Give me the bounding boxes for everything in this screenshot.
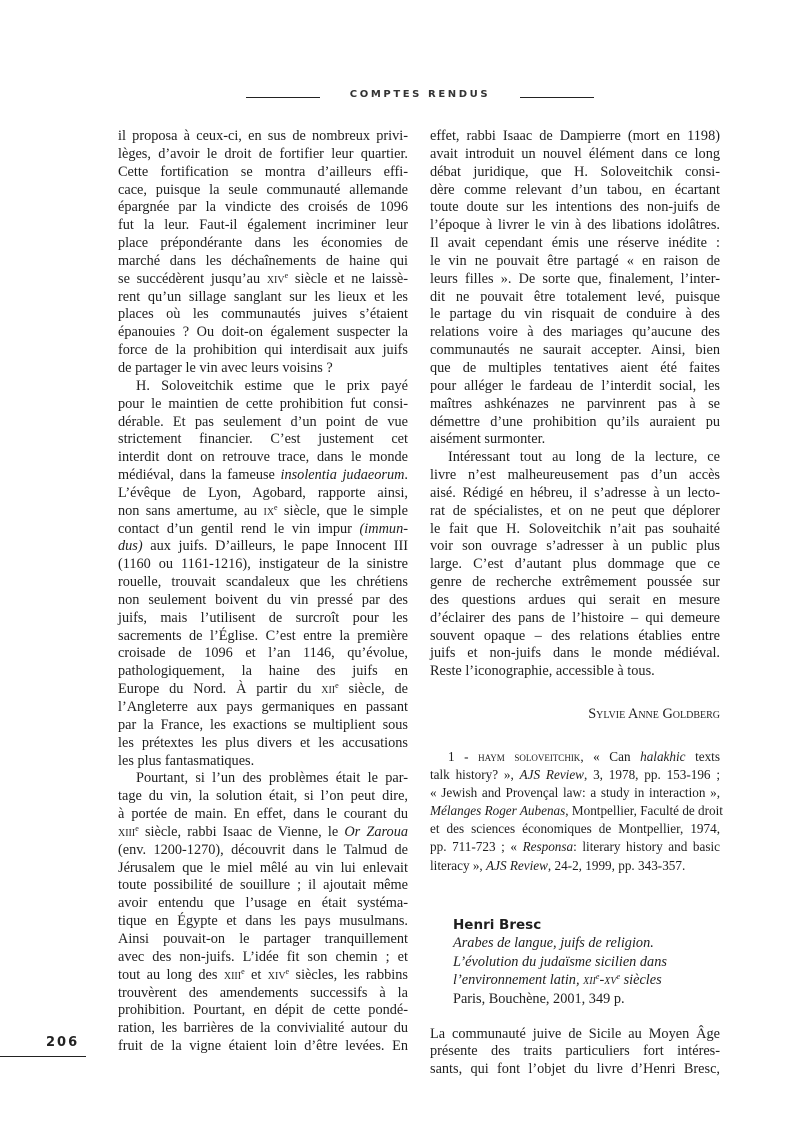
review-body: [430, 128, 720, 681]
text-line: d’éclairer des pans de l’histoire – qui demeure: [430, 609, 720, 626]
text-line: juifs et non-juifs dans le monde médiéval.: [430, 645, 720, 662]
paragraph: [430, 128, 720, 449]
text-line: démettre d’une prohibition qu’ils auraient pu: [430, 413, 720, 430]
text-line: non sans amertume, au $ix^e$ siècle, que le simple: [118, 502, 408, 519]
text-line: dit ne pouvait être totalement levé, puisque: [430, 288, 720, 305]
page-number: 206: [46, 1035, 80, 1050]
text-line: contact d’un gentil rend le vin impur (immun-: [118, 520, 408, 537]
text-line: Cette fortification se montra d’ailleurs effi-: [118, 163, 408, 180]
paragraph: [118, 128, 408, 378]
header-rule-right: [520, 97, 594, 98]
paragraph: [118, 378, 408, 771]
text-line: 1 - haym soloveitchik, « Can halakhic texts: [448, 749, 720, 764]
text-column-right: [430, 128, 723, 1079]
text-line: toute possibilité de souillure ; il ajoutait même: [118, 877, 408, 894]
review-signature: [430, 706, 720, 724]
text-line: par la France, les exactions se multiplient sous: [118, 716, 408, 733]
text-line: relations voire à des mariages qu’aucune des: [430, 324, 720, 341]
text-line: literacy », AJS Review, 24-2, 1999, pp. 343-357.: [430, 857, 686, 873]
book-title-line: L’évolution du judaïsme sicilien dans: [453, 953, 667, 970]
book-author: Henri Bresc: [453, 916, 542, 933]
text-line: Il avait cependant émis une réserve inédite :: [430, 235, 720, 252]
text-line: croisade de 1096 et l’an 1146, qu’évolue,: [118, 645, 408, 662]
text-line: les prétextes les plus divers et les accusations: [118, 734, 408, 751]
text-line: Mélanges Roger Aubenas, Montpellier, Faculté de droit: [430, 803, 723, 819]
text-line: genre de recherche extrêmement poussée sur: [430, 574, 720, 591]
text-line: dus) aux juifs. D’ailleurs, le pape Innocent III: [118, 538, 408, 555]
text-line: débat juridique, que H. Soloveitchik consi-: [430, 163, 720, 180]
book-publication: Paris, Bouchène, 2001, 349 p.: [453, 991, 625, 1008]
text-line: des questions ardues qui serait en mesure: [430, 591, 720, 608]
text-line: tage du vin, la solution était, si l’on peut dire,: [118, 788, 408, 805]
text-line: avec des non-juifs. L’idée fit son chemin ; et: [118, 948, 408, 965]
text-line: interdit dont on retrouve trace, dans le monde: [118, 449, 408, 466]
text-line: que de multiples tentatives aient été faites: [430, 359, 720, 376]
text-line: Reste l’iconographie, accessible à tous.: [430, 663, 655, 680]
text-line: pp. 711-723 ; « Responsa: literary history and basic: [430, 839, 720, 855]
text-line: pour alléger le fardeau de l’interdit social, les: [430, 377, 720, 394]
text-line: Europe du Nord. À partir du xii$^e$ siècle, de: [118, 681, 408, 698]
text-line: les plus fantasmatiques.: [118, 752, 255, 769]
text-line: L’évêque de Lyon, Agobard, rapporte ainsi,: [118, 484, 408, 501]
text-line: lèges, d’avoir le droit de fortifier leur quartier.: [118, 145, 408, 162]
text-line: large. C’est d’autant plus dommage que ce: [430, 556, 720, 573]
header-rule-left: [246, 97, 320, 98]
text-line: tout au long des xiii$^e$ et xiv$^e$ siècles, les rabbins: [118, 966, 408, 983]
text-line: et des sciences économiques de Montpellier, 1974,: [430, 821, 720, 837]
text-line: tique en Égypte et dans les pays musulmans.: [118, 913, 408, 930]
text-line: dérable. Et pas seulement d’un point de vue: [118, 413, 408, 430]
text-line: voir son ouvrage s’adresser à un public plus: [430, 538, 720, 555]
text-line: cace, puisque la seule communauté allemande: [118, 181, 408, 198]
text-line: fruit de la vigne étaient loin d’être levées. En: [118, 1038, 408, 1055]
text-line: avait introduit un nouvel élément dans ce long: [430, 145, 720, 162]
text-line: sacrements de l’Église. C’est entre la première: [118, 627, 408, 644]
section-title: COMPTES RENDUS: [349, 89, 491, 100]
text-line: pour le maintien de cette prohibition fut consi-: [118, 395, 408, 412]
text-line: rent qu’un sillage sanglant sur les lieux et les: [118, 288, 408, 305]
text-line: effet, rabbi Isaac de Dampierre (mort en 1198): [430, 128, 720, 144]
text-line: le partage du vin risquait de conduire à des: [430, 306, 720, 323]
text-line: marché dans les déchaînements de haine qui: [118, 252, 408, 269]
paragraph: [118, 770, 408, 1056]
text-line: (1160 ou 1161-1216), instigateur de la sinistre: [118, 556, 408, 573]
text-line: présente des traits particuliers fort intéres-: [430, 1043, 720, 1060]
text-line: à portée de main. En effet, dans le courant du: [118, 806, 408, 823]
text-column-left: [118, 128, 408, 1056]
text-line: place prépondérante dans les économies de: [118, 235, 408, 252]
text-line: souvent opaque – des relations établies entre: [430, 627, 720, 644]
text-line: Intéressant tout au long de la lecture, ce: [448, 449, 720, 466]
text-line: Jérusalem que le miel mêlé au vin lui enlevait: [118, 859, 408, 876]
text-line: rouelle, trouvait scandaleux que les chrétiens: [118, 574, 408, 591]
paragraph: [430, 1026, 720, 1080]
text-line: il proposa à ceux-ci, en sus de nombreux privi-: [118, 128, 408, 144]
text-line: épanouies ? Ou doit-on également suspecter la: [118, 324, 408, 341]
text-line: le fait que H. Soloveitchik n’ait pas souhaité: [430, 520, 720, 537]
text-line: se succédèrent jusqu’au xiv$^e$ siècle et ne laissè-: [118, 270, 408, 287]
paragraph: [430, 748, 723, 875]
book-title-line: Arabes de langue, juifs de religion.: [453, 935, 654, 952]
signature-name: Sylvie Anne Goldberg: [588, 706, 720, 723]
text-line: de partager le vin avec leurs voisins ?: [118, 359, 333, 376]
text-line: sants, qui font l’objet du livre d’Henri Bresc,: [430, 1061, 720, 1078]
text-line: aisé. Rédigé en hébreu, il s’adresse à un lecto-: [430, 484, 720, 501]
text-line: le vin ne pouvait être partagé « en raison de: [430, 252, 720, 269]
text-line: Ainsi pouvait-on le partager tranquillement: [118, 930, 408, 947]
text-line: ration, les barrières de la convivialité autour du: [118, 1020, 408, 1037]
text-line: toute doute sur les intentions des non-juifs de: [430, 199, 720, 216]
text-line: médiéval, dans la fameuse insolentia judaeorum.: [118, 467, 408, 484]
text-line: aisément surmonter.: [430, 431, 546, 448]
text-line: xiii$^e$ siècle, rabbi Isaac de Vienne, le Or Zaroua: [118, 823, 408, 840]
text-line: dère comme relevant d’un tabou, en écartant: [430, 181, 720, 198]
text-line: avoir entendu que l’usage en était systéma-: [118, 895, 408, 912]
page-number-rule: [0, 1056, 86, 1057]
text-line: fut la leur. Faut-il également incriminer leur: [118, 217, 408, 234]
text-line: prohibition. Pourtant, en dépit de cette pondé-: [118, 1002, 408, 1019]
footnote: [430, 748, 723, 875]
text-line: places où les communautés juives s’étaient: [118, 306, 408, 323]
running-header: [0, 89, 800, 105]
paragraph: [430, 449, 720, 681]
text-line: livre n’est malheureusement pas d’un accès: [430, 467, 720, 484]
text-line: l’Angleterre aux pays germaniques en passant: [118, 699, 408, 715]
book-reference: [430, 916, 720, 1009]
text-line: H. Soloveitchik estime que le prix payé: [136, 377, 408, 394]
text-line: leurs filles ». De sorte que, finalement, l’inter-: [430, 270, 720, 287]
text-line: trouvèrent des amendements successifs à la: [118, 984, 408, 1001]
next-review-intro: [430, 1026, 720, 1080]
text-line: juifs, mais l’utilisent de surcroît pour les: [118, 609, 408, 626]
text-line: talk history? », AJS Review, 3, 1978, pp. 153-196 ;: [430, 767, 720, 783]
text-line: communautés ne saurait accepter. Ainsi, bien: [430, 342, 720, 359]
text-line: strictement financier. C’est justement cet: [118, 431, 408, 448]
text-line: « Jewish and Provençal law: a study in interaction »,: [430, 785, 720, 801]
text-line: Pourtant, si l’un des problèmes était le par-: [136, 770, 408, 787]
text-line: pathologiquement, la haine des juifs en: [118, 663, 408, 680]
text-line: non seulement boivent du vin pressé par des: [118, 591, 408, 608]
text-line: force de la prohibition qui interdisait aux juifs: [118, 342, 408, 359]
text-line: La communauté juive de Sicile au Moyen Âge: [430, 1025, 720, 1042]
book-title-line: l’environnement latin, $xii^e-xv^e$ siècles: [453, 972, 662, 989]
text-line: (env. 1200-1270), découvrit dans le Talmud de: [118, 841, 408, 858]
text-line: maîtres ashkénazes ne parvinrent pas à se: [430, 395, 720, 412]
text-line: l’époque à livrer le vin à des libations idolâtres.: [430, 217, 720, 234]
text-line: rat de spécialistes, et on ne peut que déplorer: [430, 502, 720, 519]
text-line: épargnée par la vindicte des croisés de 1096: [118, 199, 408, 216]
